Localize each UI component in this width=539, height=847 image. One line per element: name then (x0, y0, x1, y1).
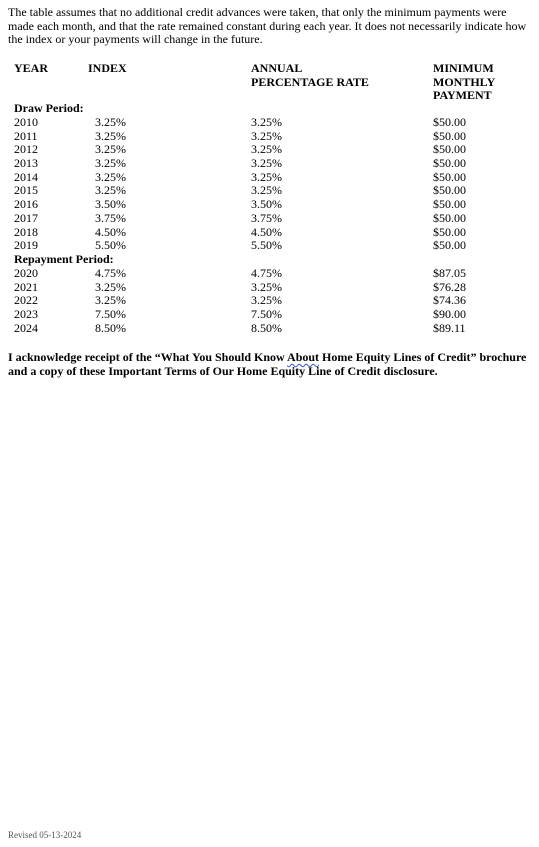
payment-cell: $50.00 (433, 238, 466, 253)
year-cell: 2012 (14, 142, 38, 157)
index-cell: 7.50% (95, 307, 126, 322)
revised-date: Revised 05-13-2024 (8, 830, 82, 840)
repayment-period-rows (0, 267, 539, 335)
year-cell: 2024 (14, 320, 38, 335)
repayment-period-label: Repayment Period: (14, 252, 114, 266)
index-cell: 5.50% (95, 238, 126, 253)
apr-cell: 3.25% (251, 293, 282, 308)
year-cell: 2020 (14, 266, 38, 280)
draw-period-label: Draw Period: (14, 101, 84, 115)
ack-text-end: Home Equity Lines of Credit” brochure and a copy of these Important Terms of Our Home Equity Line of Credit disclosure. (8, 350, 527, 378)
apr-cell: 3.75% (251, 210, 282, 225)
apr-cell: 3.25% (251, 142, 282, 157)
apr-cell: 4.50% (251, 224, 282, 239)
year-cell: 2023 (14, 307, 38, 322)
apr-cell: 3.25% (251, 169, 282, 184)
payment-cell: $74.36 (433, 293, 466, 308)
apr-cell: 3.25% (251, 183, 282, 198)
intro-paragraph: The table assumes that no additional credit advances were taken, that only the minimum payments were made each month, and that the rate remained constant during each year. It does not necessarily indicate how the index or your payments will change in the future. (8, 5, 527, 47)
year-cell: 2022 (14, 293, 38, 308)
index-cell: 3.25% (95, 169, 126, 184)
index-cell: 3.25% (95, 142, 126, 157)
header-apr (251, 62, 369, 89)
year-cell: 2015 (14, 183, 38, 198)
table-row (0, 198, 539, 212)
payment-cell: $90.00 (433, 307, 466, 322)
year-cell: 2021 (14, 279, 38, 294)
table-row (0, 184, 539, 198)
payment-cell: $89.11 (433, 320, 466, 335)
apr-cell: 3.25% (251, 128, 282, 143)
index-cell: 3.25% (95, 279, 126, 294)
index-cell: 3.75% (95, 210, 126, 225)
table-row (0, 308, 539, 322)
year-cell: 2018 (14, 224, 38, 239)
year-cell: 2010 (14, 115, 38, 129)
index-cell: 3.25% (95, 128, 126, 143)
table-row (0, 157, 539, 171)
apr-cell: 7.50% (251, 307, 282, 322)
payment-cell: $50.00 (433, 156, 466, 171)
payment-cell: $76.28 (433, 279, 466, 294)
header-apr-line2: PERCENTAGE RATE (251, 74, 369, 89)
table-row (0, 239, 539, 253)
payment-cell: $50.00 (433, 128, 466, 143)
index-cell: 3.25% (95, 183, 126, 198)
apr-cell: 8.50% (251, 320, 282, 335)
header-index: INDEX (88, 61, 127, 75)
payment-cell: $50.00 (433, 115, 466, 129)
table-row (0, 171, 539, 185)
index-cell: 3.25% (95, 115, 126, 129)
table-row (0, 226, 539, 240)
header-min-line3: PAYMENT (433, 88, 492, 102)
table-row (0, 294, 539, 308)
table-row (0, 322, 539, 336)
year-cell: 2017 (14, 210, 38, 225)
draw-period-rows (0, 116, 539, 253)
payment-cell: $87.05 (433, 266, 466, 280)
apr-cell: 3.25% (251, 156, 282, 171)
apr-cell: 3.25% (251, 279, 282, 294)
year-cell: 2019 (14, 238, 38, 253)
index-cell: 8.50% (95, 320, 126, 335)
apr-cell: 5.50% (251, 238, 282, 253)
payment-cell: $50.00 (433, 224, 466, 239)
index-cell: 4.75% (95, 266, 126, 280)
index-cell: 3.25% (95, 156, 126, 171)
payment-cell: $50.00 (433, 169, 466, 184)
table-row (0, 130, 539, 144)
year-cell: 2013 (14, 156, 38, 171)
header-min-payment (433, 62, 495, 103)
year-cell: 2014 (14, 169, 38, 184)
header-min-line2: MONTHLY (433, 74, 496, 89)
year-cell: 2011 (14, 128, 38, 143)
table-row (0, 281, 539, 295)
spellcheck-flagged-word: About (287, 350, 320, 364)
table-row (0, 143, 539, 157)
index-cell: 4.50% (95, 224, 126, 239)
index-cell: 3.50% (95, 197, 126, 212)
apr-cell: 3.50% (251, 197, 282, 212)
apr-cell: 4.75% (251, 266, 282, 280)
header-apr-line1: ANNUAL (251, 61, 303, 75)
table-row (0, 116, 539, 130)
ack-text-start: I acknowledge receipt of the “What You Should Know (8, 350, 288, 364)
header-year: YEAR (14, 61, 49, 75)
index-cell: 3.25% (95, 293, 126, 308)
payment-cell: $50.00 (433, 142, 466, 157)
apr-cell: 3.25% (251, 115, 282, 129)
payment-cell: $50.00 (433, 183, 466, 198)
payment-cell: $50.00 (433, 210, 466, 225)
payment-cell: $50.00 (433, 197, 466, 212)
acknowledgement-text (8, 350, 533, 378)
table-row (0, 212, 539, 226)
year-cell: 2016 (14, 197, 38, 212)
table-row (0, 267, 539, 281)
header-min-line1: MINIMUM (433, 61, 494, 75)
